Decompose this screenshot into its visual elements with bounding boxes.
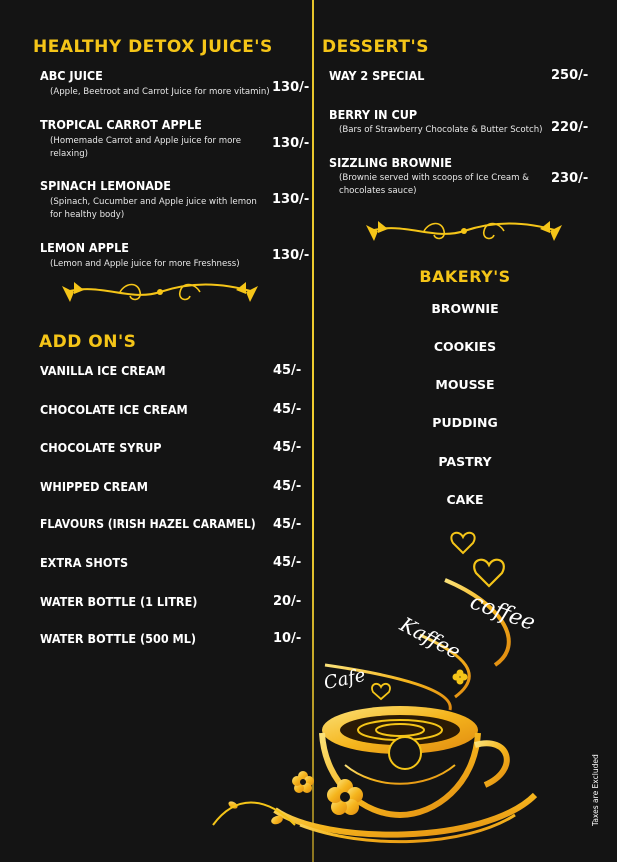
- dessert-item-price: 230/-: [551, 171, 589, 186]
- flower-icon: [327, 779, 363, 815]
- addon-item-price: 45/-: [273, 363, 302, 378]
- addon-item-name: CHOCOLATE ICE CREAM: [40, 402, 188, 417]
- flower-icon: [292, 771, 314, 793]
- addon-item-price: 45/-: [273, 479, 302, 494]
- detox-item-desc: (Homemade Carrot and Apple juice for more relaxing): [50, 136, 242, 159]
- detox-section-title: HEALTHY DETOX JUICE'S: [33, 37, 273, 57]
- flourish-ornament-icon: [364, 217, 564, 247]
- detox-item-name: SPINACH LEMONADE: [40, 178, 171, 193]
- detox-item-desc: (Lemon and Apple juice for more Freshness): [50, 259, 240, 269]
- addon-item-price: 20/-: [273, 594, 302, 609]
- addon-item-price: 45/-: [273, 517, 302, 532]
- dessert-item-price: 220/-: [551, 120, 589, 135]
- addon-item-name: VANILLA ICE CREAM: [40, 363, 166, 378]
- heart-icon: [474, 560, 504, 586]
- addons-section-title: ADD ON'S: [39, 332, 137, 352]
- flower-icon: [453, 670, 468, 685]
- addon-item-name: EXTRA SHOTS: [40, 555, 129, 570]
- bakery-item: COOKIES: [433, 339, 497, 354]
- heart-icon: [372, 684, 390, 699]
- addon-item-name: FLAVOURS (IRISH HAZEL CARAMEL): [40, 517, 256, 531]
- bakery-item: CAKE: [446, 492, 484, 507]
- coffee-word: Cafe: [322, 664, 368, 695]
- addon-item-name: CHOCOLATE SYRUP: [40, 440, 162, 455]
- bakery-item: MOUSSE: [435, 377, 495, 392]
- dessert-item-name: WAY 2 SPECIAL: [329, 68, 425, 83]
- detox-item-name: LEMON APPLE: [40, 240, 129, 255]
- addon-item-name: WATER BOTTLE (500 ML): [40, 631, 197, 646]
- bakery-section-title: BAKERY'S: [419, 267, 511, 286]
- detox-item-price: 130/-: [272, 136, 310, 151]
- dessert-item-desc: (Bars of Strawberry Chocolate & Butter Scotch): [339, 125, 543, 135]
- bakery-item: BROWNIE: [431, 301, 499, 316]
- addon-item-name: WHIPPED CREAM: [40, 479, 148, 494]
- flourish-ornament-icon: [60, 278, 260, 308]
- dessert-item-price: 250/-: [551, 68, 589, 83]
- heart-icon: [451, 533, 474, 553]
- bakery-item: PUDDING: [432, 415, 498, 430]
- coffee-word: coffee: [466, 589, 539, 637]
- dessert-section-title: DESSERT'S: [322, 37, 429, 57]
- coffee-word: Kaffee: [396, 612, 465, 664]
- addon-item-price: 45/-: [273, 555, 302, 570]
- detox-item-name: ABC JUICE: [40, 68, 103, 83]
- dessert-item-name: BERRY IN CUP: [329, 107, 418, 122]
- detox-item-desc: (Spinach, Cucumber and Apple juice with lemon for healthy body): [50, 197, 257, 220]
- detox-item-desc: (Apple, Beetroot and Carrot Juice for more vitamin): [50, 87, 270, 97]
- addon-item-name: WATER BOTTLE (1 LITRE): [40, 594, 198, 609]
- addon-item-price: 45/-: [273, 440, 302, 455]
- taxes-footnote: Taxes are Excluded: [591, 754, 600, 826]
- bakery-item: PASTRY: [438, 454, 492, 469]
- dessert-item-desc: (Brownie served with scoops of Ice Cream & chocolates sauce): [339, 173, 529, 196]
- dessert-item-name: SIZZLING BROWNIE: [329, 155, 452, 170]
- detox-item-price: 130/-: [272, 80, 310, 95]
- coffee-cup-illustration-icon: [205, 525, 565, 855]
- detox-item-price: 130/-: [272, 192, 310, 207]
- detox-item-name: TROPICAL CARROT APPLE: [40, 117, 202, 132]
- detox-item-price: 130/-: [272, 248, 310, 263]
- addon-item-price: 45/-: [273, 402, 302, 417]
- addon-item-price: 10/-: [273, 631, 302, 646]
